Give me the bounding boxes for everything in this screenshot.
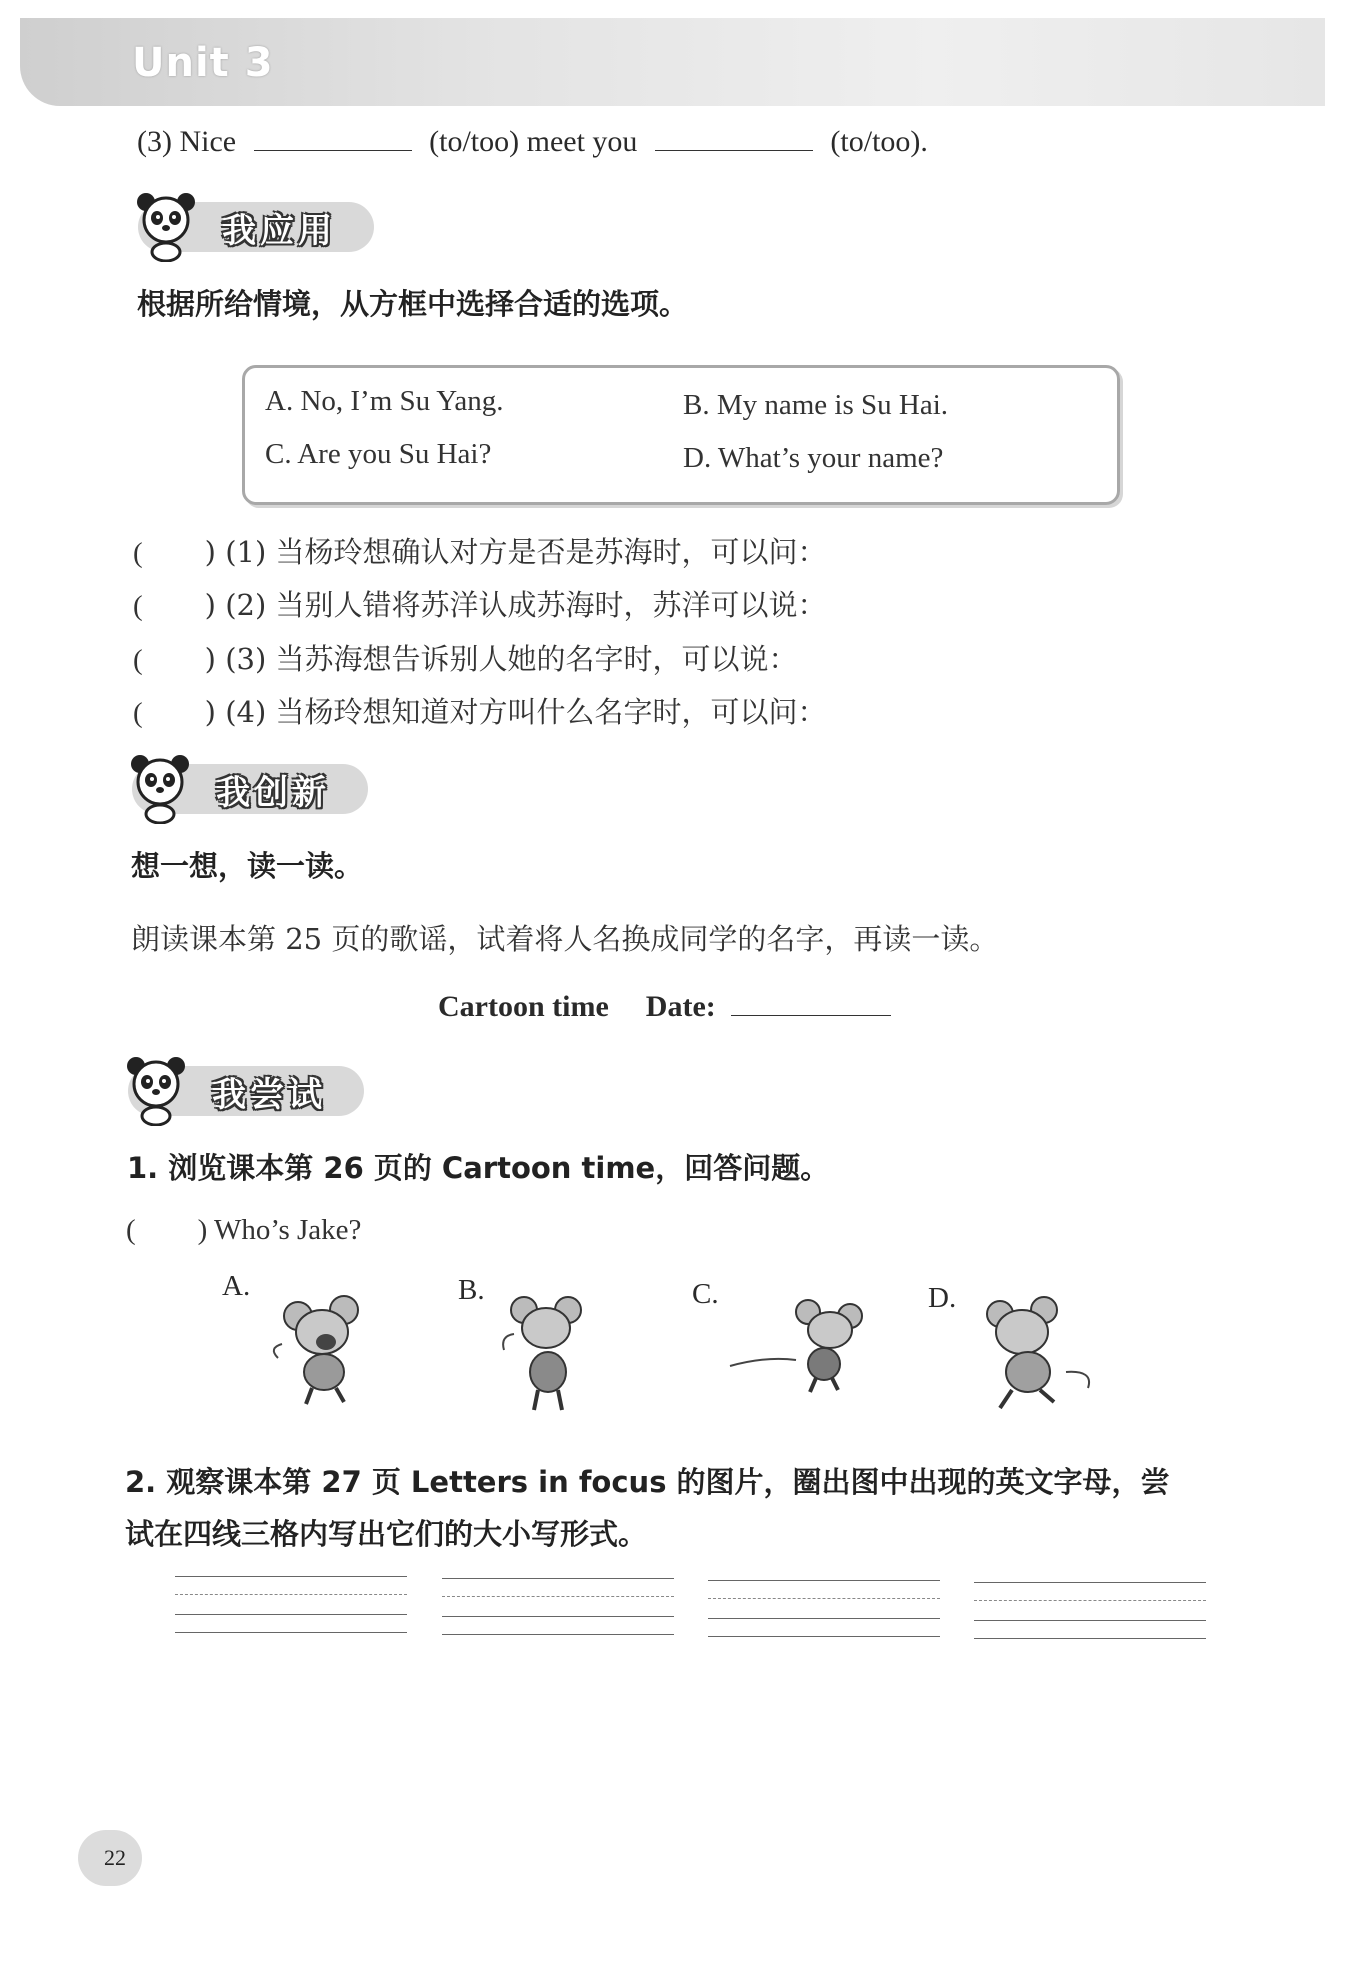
choice-a-label: A. (222, 1270, 251, 1302)
question-row (133, 530, 827, 571)
choice-c-label: C. (692, 1278, 719, 1310)
question-text: ) (1) 当杨玲想确认对方是否是苏海时，可以问： (204, 535, 827, 569)
create-body: 朗读课本第 25 页的歌谣，试着将人名换成同学的名字，再读一读。 (131, 922, 999, 956)
question-row (133, 637, 798, 678)
question-text: ) (2) 当别人错将苏洋认成苏海时，苏洋可以说： (204, 588, 827, 622)
date-label: Date: (645, 990, 716, 1023)
answer-paren[interactable]: ( (133, 590, 143, 622)
four-line-grid[interactable] (442, 1578, 674, 1642)
answer-paren[interactable]: ( (126, 1214, 136, 1246)
four-line-grid[interactable] (175, 1576, 407, 1640)
answer-paren[interactable]: ( (133, 537, 143, 569)
mouse-illustration-a[interactable] (268, 1288, 388, 1408)
choice-b-label: B. (458, 1274, 485, 1306)
choice-d-label: D. (928, 1282, 957, 1314)
unit-label: Unit 3 (132, 40, 274, 86)
exercise-3-hint2: (to/too). (830, 125, 928, 158)
q1-question: ) Who’s Jake? (197, 1214, 362, 1246)
section-badge-label: 我应用 (222, 210, 336, 251)
page-number: 22 (104, 1845, 126, 1870)
q1-prompt: 1. 浏览课本第 26 页的 Cartoon time，回答问题。 (127, 1151, 830, 1185)
create-instruction: 想一想，读一读。 (131, 849, 364, 883)
option-d: D. What’s your name? (683, 442, 944, 474)
option-b: B. My name is Su Hai. (683, 389, 949, 421)
panda-icon (120, 1052, 194, 1126)
date-blank[interactable] (731, 1014, 891, 1016)
answer-paren[interactable]: ( (133, 644, 143, 676)
mouse-illustration-b[interactable] (498, 1286, 608, 1414)
panda-icon (124, 750, 198, 824)
answer-blank[interactable] (254, 149, 412, 151)
option-a: A. No, I’m Su Yang. (265, 385, 504, 417)
q2-prompt-line1: 2. 观察课本第 27 页 Letters in focus 的图片，圈出图中出现的英文字母，尝 (125, 1465, 1170, 1499)
question-row (133, 690, 827, 731)
section-badge-label: 我尝试 (212, 1074, 326, 1115)
four-line-grid[interactable] (708, 1580, 940, 1644)
cartoon-heading (438, 990, 891, 1024)
answer-paren[interactable]: ( (133, 697, 143, 729)
q2-prompt-line2: 试在四线三格内写出它们的大小写形式。 (125, 1517, 648, 1551)
cartoon-title: Cartoon time (438, 990, 609, 1023)
question-text: ) (4) 当杨玲想知道对方叫什么名字时，可以问： (204, 695, 827, 729)
panda-icon (130, 188, 204, 262)
option-c: C. Are you Su Hai? (265, 438, 492, 470)
question-text: ) (3) 当苏海想告诉别人她的名字时，可以说： (204, 642, 798, 676)
answer-blank[interactable] (655, 149, 813, 151)
q1-question-row (126, 1212, 361, 1247)
mouse-illustration-d[interactable] (970, 1292, 1100, 1416)
four-line-grid[interactable] (974, 1582, 1206, 1646)
section-badge-apply (138, 202, 374, 252)
section-badge-create (132, 764, 368, 814)
exercise-3-line (137, 125, 928, 159)
section-badge-try (128, 1066, 364, 1116)
section-badge-label: 我创新 (216, 772, 330, 813)
apply-instruction: 根据所给情境，从方框中选择合适的选项。 (137, 287, 689, 321)
question-row (133, 583, 827, 624)
exercise-3-prefix: (3) Nice (137, 125, 237, 158)
mouse-illustration-c[interactable] (726, 1294, 876, 1394)
exercise-3-hint1: (to/too) meet you (429, 125, 638, 158)
